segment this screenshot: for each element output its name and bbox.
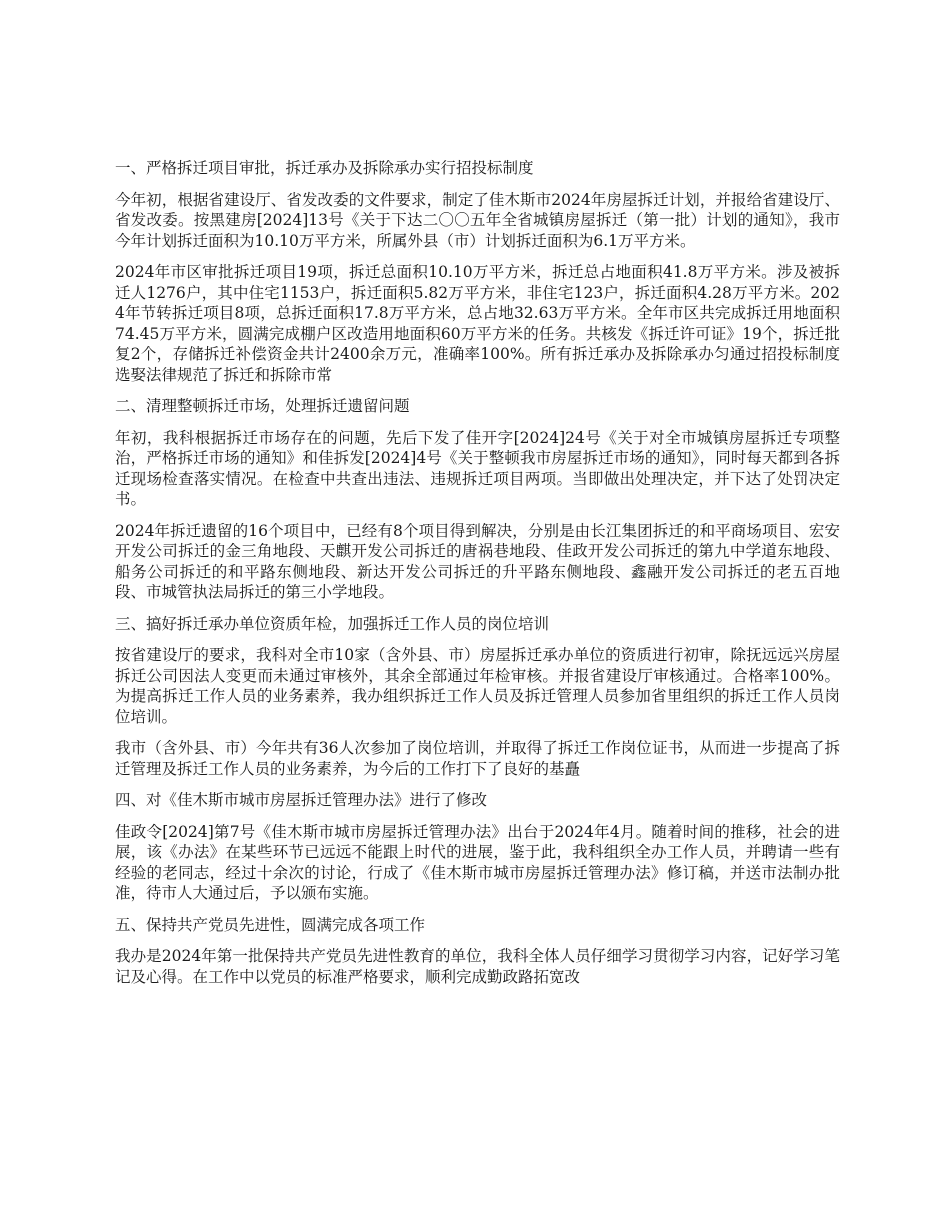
- paragraph: 我市（含外县、市）今年共有36人次参加了岗位培训，并取得了拆迁工作岗位证书，从而进一步提高了拆迁管理及拆迁工作人员的业务素养，为今后的工作打下了良好的基矗: [115, 739, 840, 778]
- paragraph: 年初，我科根据拆迁市场存在的问题，先后下发了佳开字[2024]24号《关于对全市城镇房屋拆迁专项整治，严格拆迁市场的通知》和佳拆发[2024]4号《关于整顿我市房屋拆迁市场的通知》，同时每天都到各拆迁现场检查落实情况。在检查中共查出违法、违规拆迁项目两项。当即做出处理决定，并下达了处罚决定书。: [115, 428, 840, 508]
- document-body: [115, 158, 840, 998]
- section-heading-4: 四、对《佳木斯市城市房屋拆迁管理办法》进行了修改: [115, 791, 488, 809]
- section-heading-1: 一、严格拆迁项目审批，拆迁承办及拆除承办实行招投标制度: [115, 159, 534, 177]
- section-heading-2: 二、清理整顿拆迁市场，处理拆迁遗留问题: [115, 397, 410, 415]
- section-heading-3: 三、搞好拆迁承办单位资质年检，加强拆迁工作人员的岗位培训: [115, 614, 550, 633]
- paragraph: 佳政令[2024]第7号《佳木斯市城市房屋拆迁管理办法》出台于2024年4月。随着时间的推移，社会的进展，该《办法》在某些环节已远远不能跟上时代的进展，鉴于此，我科组织全办工作人员，并聘请一些有经验的老同志，经过十余次的讨论，行成了《佳木斯市城市房屋拆迁管理办法》修订稿，并送市法制办批准，待市人大通过后，予以颁布实施。: [115, 822, 840, 902]
- paragraph: 今年初，根据省建设厅、省发改委的文件要求，制定了佳木斯市2024年房屋拆迁计划，并报给省建设厅、省发改委。按黑建房[2024]13号《关于下达二〇〇五年全省城镇房屋拆迁（第一批）计划的通知》，我市今年计划拆迁面积为10.10万平方米，所属外县（市）计划拆迁面积为6.1万平方米。: [115, 190, 840, 250]
- paragraph: 2024年拆迁遗留的16个项目中，已经有8个项目得到解决，分别是由长江集团拆迁的和平商场项目、宏安开发公司拆迁的金三角地段、天麒开发公司拆迁的唐祸巷地段、佳政开发公司拆迁的第九中学道东地段、船务公司拆迁的和平路东侧地段、新达开发公司拆迁的升平路东侧地段、鑫融开发公司拆迁的老五百地段、市城管执法局拆迁的第三小学地段。: [115, 521, 840, 601]
- paragraph: 我办是2024年第一批保持共产党员先进性教育的单位，我科全体人员仔细学习贯彻学习内容，记好学习笔记及心得。在工作中以党员的标准严格要求，顺利完成勤政路拓宽改: [115, 947, 840, 986]
- section-heading-5: 五、保持共产党员先进性，圆满完成各项工作: [115, 915, 426, 934]
- paragraph: 2024年市区审批拆迁项目19项，拆迁总面积10.10万平方米，拆迁总占地面积41.8万平方米。涉及被拆迁人1276户，其中住宅1153户，拆迁面积5.82万平方米，非住宅123户，拆迁面积4.28万平方米。2024年节转拆迁项目8项，总拆迁面积17.8万平方米，总占地32.63万平方米。全年市区共完成拆迁用地面积74.45万平方米，圆满完成棚户区改造用地面积60万平方米的任务。共核发《拆迁许可证》19个，拆迁批复2个，存储拆迁补偿资金共计2400余万元，准确率100%。所有拆迁承办及拆除承办匀通过招投标制度选娶法律规范了拆迁和拆除市常: [115, 263, 840, 384]
- paragraph: 按省建设厅的要求，我科对全市10家（含外县、市）房屋拆迁承办单位的资质进行初审，除抚远远兴房屋拆迁公司因法人变更而未通过审核外，其余全部通过年检审核。并报省建设厅审核通过。合格率100%。为提高拆迁工作人员的业务素养，我办组织拆迁工作人员及拆迁管理人员参加省里组织的拆迁工作人员岗位培训。: [115, 646, 840, 726]
